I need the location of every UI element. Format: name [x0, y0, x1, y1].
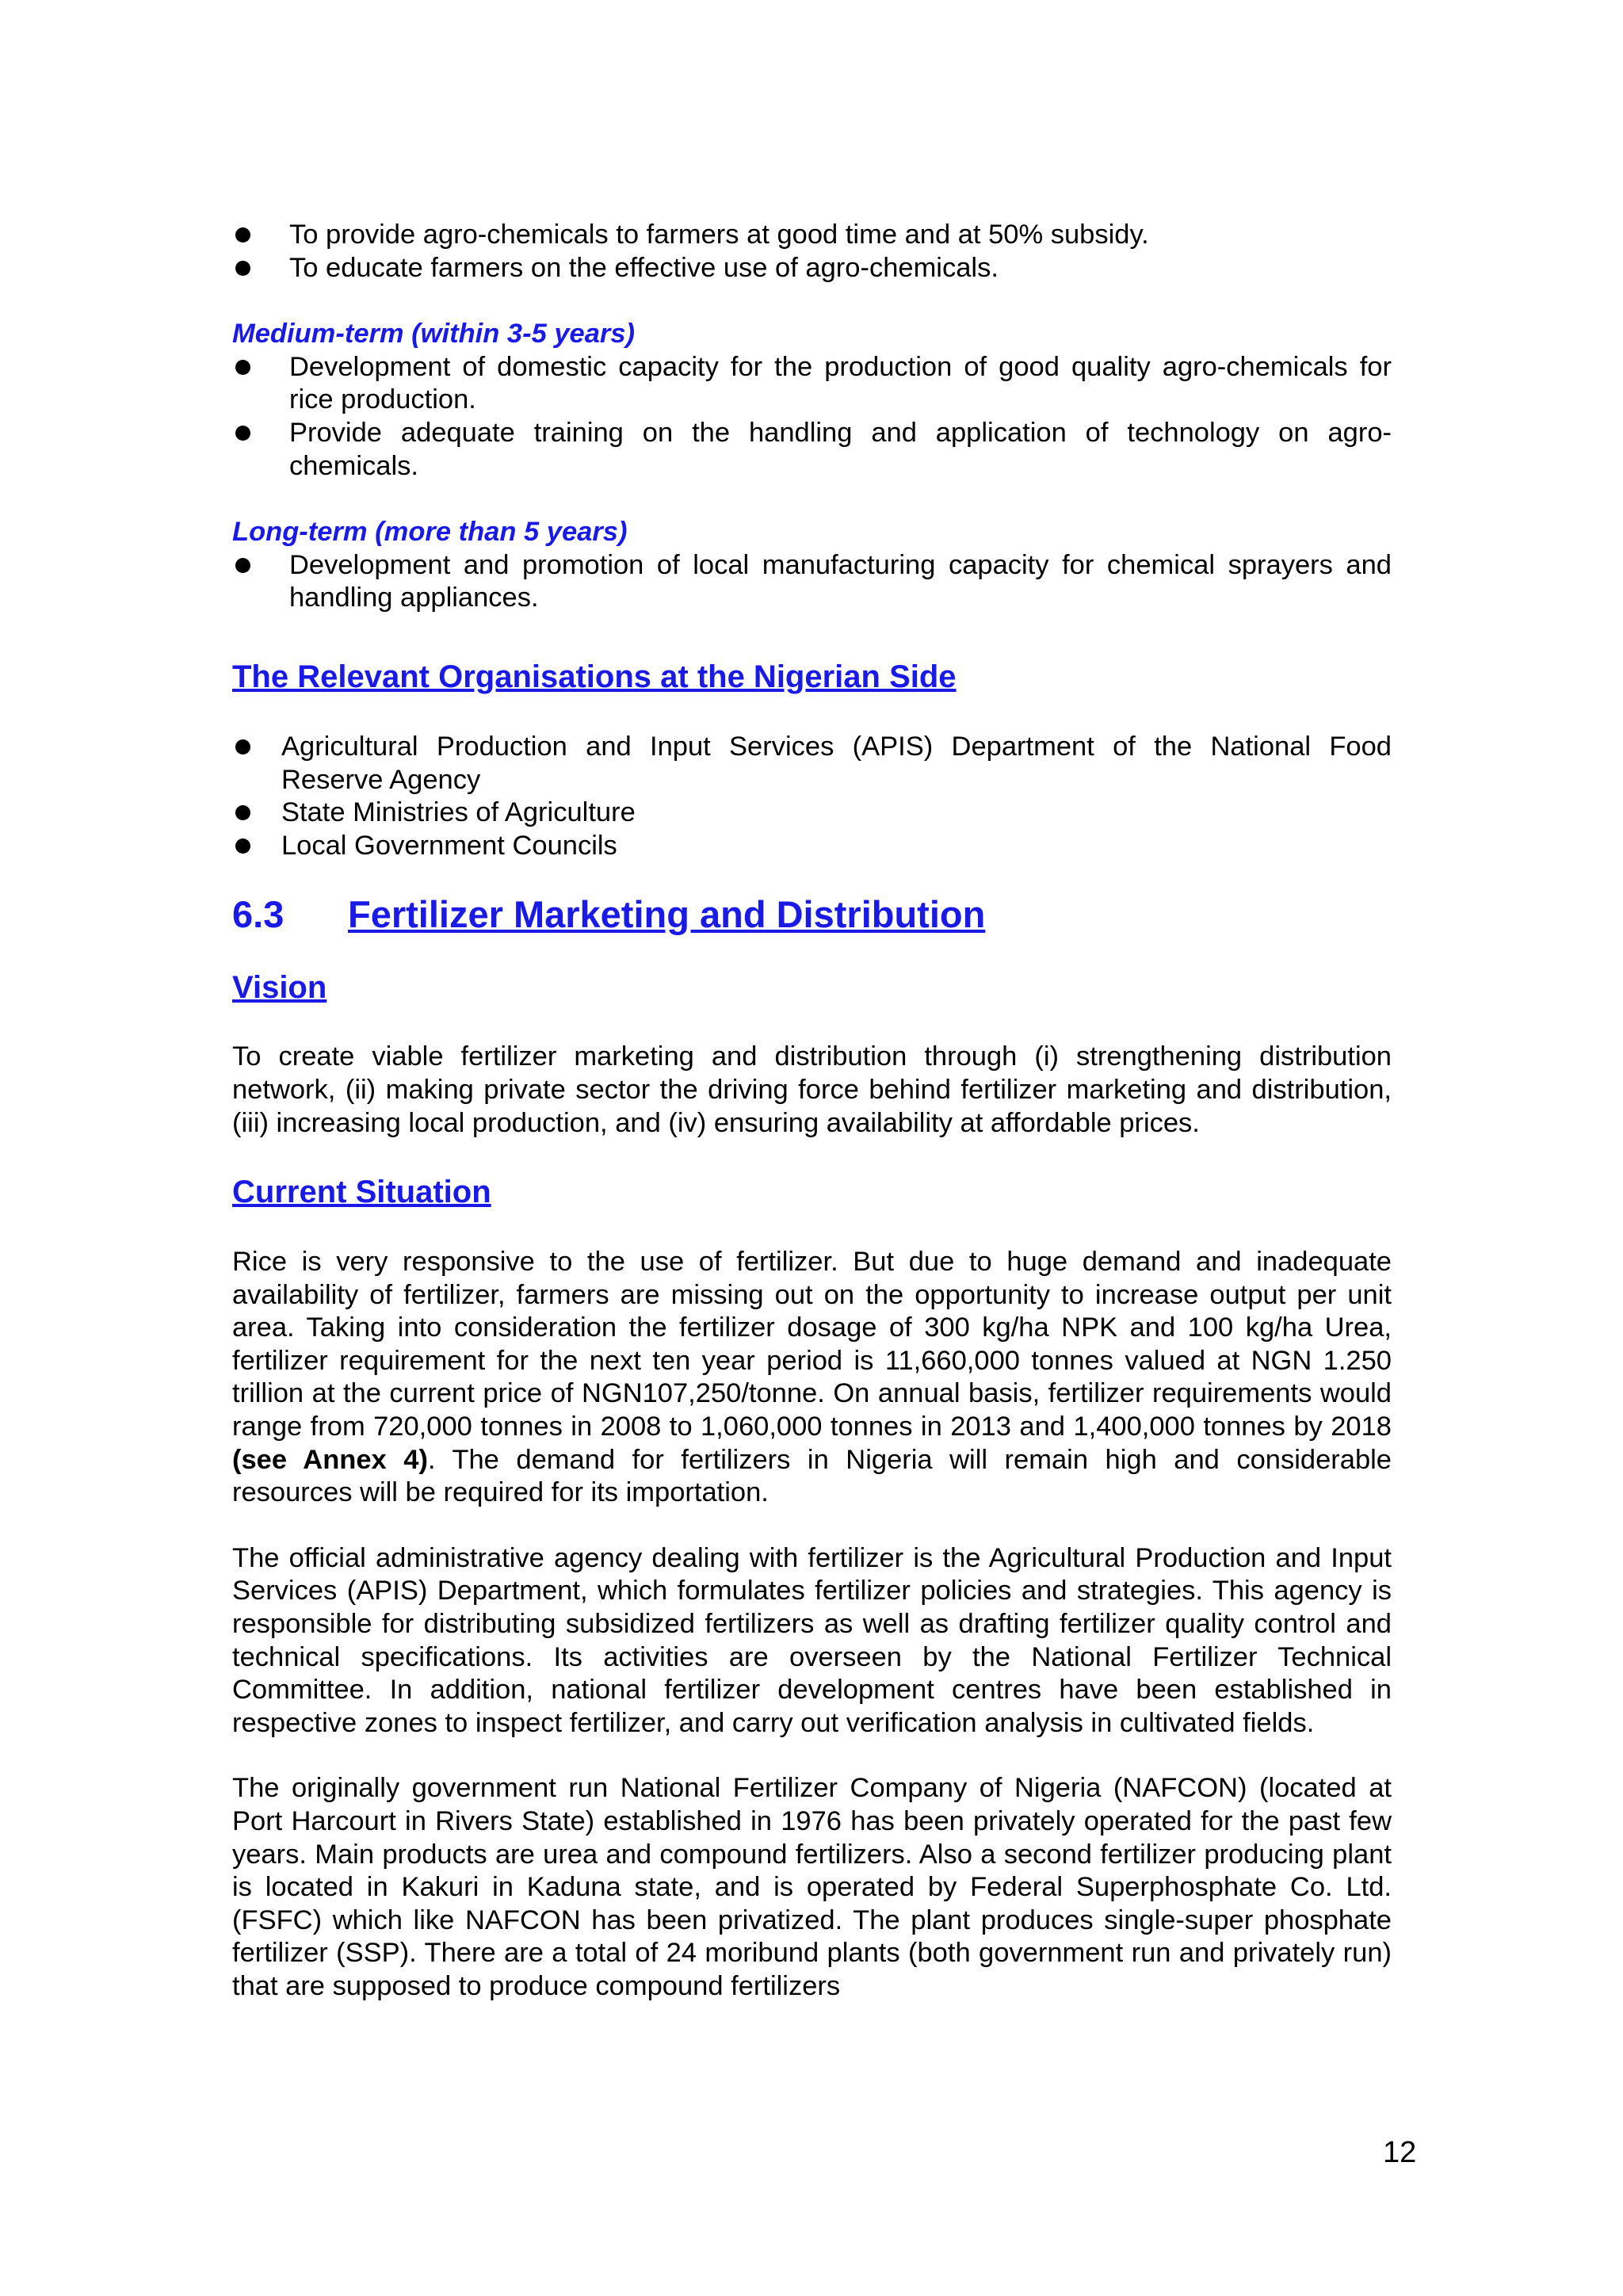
page-content [232, 219, 1392, 2004]
bullet-icon [235, 261, 250, 276]
list-item: Provide adequate training on the handling and application of technology on agro-chemicals. [232, 417, 1392, 483]
vision-paragraph: To create viable fertilizer marketing and distribution through (i) strengthening distribution network, (ii) making private sector the driving force behind fertilizer marketing and distribution, (iii) increasing local production, and (iv) ensuring availability at affordable prices. [232, 1041, 1392, 1138]
bullet-icon [235, 426, 250, 441]
section-title [232, 892, 1392, 937]
list-item: To educate farmers on the effective use of agro-chemicals. [232, 252, 1392, 285]
list-item: Agricultural Production and Input Services (APIS) Department of the National Food Reserve Agency [232, 731, 1392, 797]
bullet-icon [235, 739, 250, 755]
vision-heading: Vision [232, 970, 327, 1006]
current-situation-paragraph-1: Rice is very responsive to the use of fertilizer. But due to huge demand and inadequate availability of fertilizer, farmers are missing out on the opportunity to increase output per unit area. Taking into consideration the fertilizer dosage of 300 kg/ha NPK and 100 kg/ha Urea, fertilizer requirement for the next ten year period is 11,660,000 tonnes valued at NGN 1.250 trillion at the current price of NGN107,250/tonne. On annual basis, fertilizer requirements would range from 720,000 tonnes in 2008 to 1,060,000 tonnes in 2013 and 1,400,000 tonnes by 2018 (see Annex 4). The demand for fertilizers in Nigeria will remain high and considerable resources will be required for its importation. [232, 1247, 1392, 1508]
medium-term-heading: Medium-term (within 3-5 years) [232, 319, 636, 350]
list-item: Local Government Councils [232, 830, 1392, 863]
bullet-icon [235, 360, 250, 375]
relevant-orgs-heading: The Relevant Organisations at the Nigerian Side [232, 659, 957, 694]
list-item: State Ministries of Agriculture [232, 797, 1392, 830]
relevant-orgs-list [232, 731, 1392, 862]
bullet-icon [235, 558, 250, 573]
long-term-list [232, 549, 1392, 615]
current-situation-paragraph-2: The official administrative agency dealing with fertilizer is the Agricultural Production and Input Services (APIS) Department, which formulates fertilizer policies and strategies. This agency is responsible for distributing subsidized fertilizers as well as drafting fertilizer quality control and technical specifications. Its activities are overseen by the National Fertilizer Technical Committee. In addition, national fertilizer development centres have been established in respective zones to inspect fertilizer, and carry out verification analysis in cultivated fields. [232, 1542, 1392, 1738]
bullet-icon [235, 805, 250, 820]
list-item: Development and promotion of local manufacturing capacity for chemical sprayers and handling appliances. [232, 549, 1392, 615]
long-term-heading: Long-term (more than 5 years) [232, 517, 628, 548]
list-item: To provide agro-chemicals to farmers at good time and at 50% subsidy. [232, 219, 1392, 252]
medium-term-list [232, 351, 1392, 483]
page-number: 12 [1383, 2136, 1417, 2169]
short-term-list [232, 219, 1392, 285]
current-situation-paragraph-3: The originally government run National Fertilizer Company of Nigeria (NAFCON) (located at Port Harcourt in Rivers State) established in 1976 has been privately operated for the past few years. Main products are urea and compound fertilizers. Also a second fertilizer producing plant is located in Kakuri in Kaduna state, and is operated by Federal Superphosphate Co. Ltd. (FSFC) which like NAFCON has been privatized. The plant produces single-super phosphate fertilizer (SSP). There are a total of 24 moribund plants (both government run and privately run) that are supposed to produce compound fertilizers [232, 1773, 1392, 2001]
list-item: Development of domestic capacity for the production of good quality agro-chemicals for rice production. [232, 351, 1392, 417]
bullet-icon [235, 839, 250, 854]
section-title-text: Fertilizer Marketing and Distribution [348, 893, 986, 936]
current-situation-heading: Current Situation [232, 1175, 491, 1210]
section-number: 6.3 [232, 893, 285, 936]
bullet-icon [235, 227, 250, 243]
annex-reference: (see Annex 4) [232, 1444, 428, 1475]
